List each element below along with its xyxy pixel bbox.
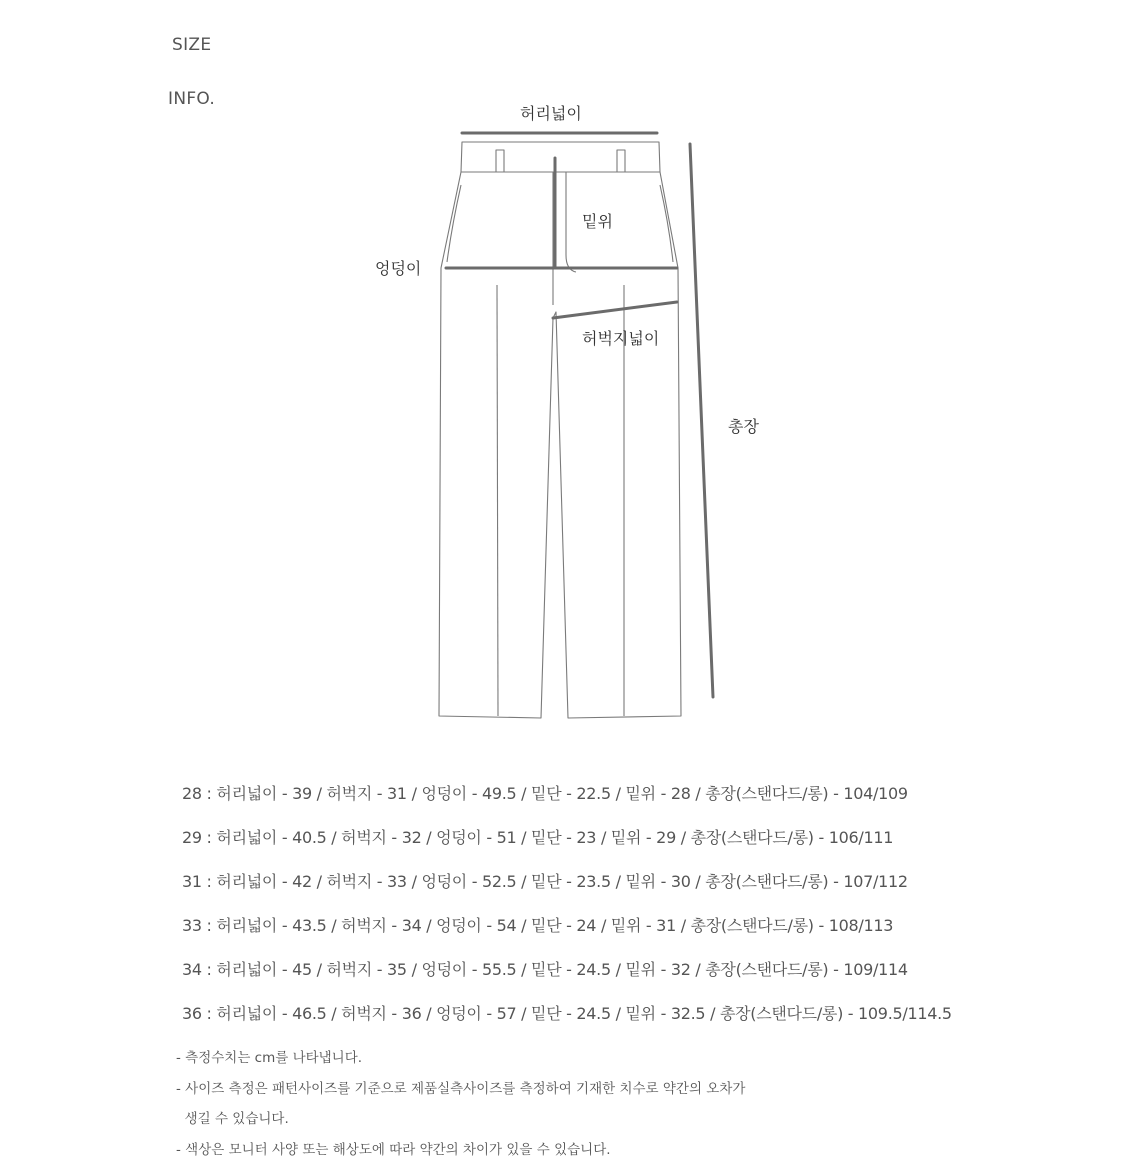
- note-measurement-cont: 생길 수 있습니다.: [176, 1111, 289, 1127]
- belt-loop-left: [496, 150, 504, 172]
- pocket-left: [447, 185, 461, 262]
- pocket-right: [660, 185, 673, 262]
- crease-left: [497, 285, 498, 716]
- total-length-label: 총장: [728, 417, 759, 436]
- thigh-measure-line: [553, 302, 677, 318]
- note-color: - 색상은 모니터 사양 또는 해상도에 따라 약간의 차이가 있을 수 있습니다.: [176, 1142, 611, 1158]
- size-heading: SIZE: [172, 35, 212, 55]
- belt-loop-right: [617, 150, 625, 172]
- note-measurement: - 사이즈 측정은 패턴사이즈를 기준으로 제품실측사이즈를 측정하여 기재한 치수로 약간의 오차가: [176, 1081, 746, 1097]
- size-row-36: 36 : 허리넓이 - 46.5 / 허벅지 - 36 / 엉덩이 - 57 / 밑단 - 24.5 / 밑위 - 32.5 / 총장(스탠다드/롱) - 109.5/114.5: [182, 1004, 952, 1023]
- size-row-34: 34 : 허리넓이 - 45 / 허벅지 - 35 / 엉덩이 - 55.5 / 밑단 - 24.5 / 밑위 - 32 / 총장(스탠다드/롱) - 109/114: [182, 960, 908, 979]
- thigh-label: 허벅지넓이: [582, 329, 660, 348]
- info-heading: INFO.: [168, 89, 216, 109]
- fly-stitch: [566, 172, 576, 272]
- waist-label: 허리넓이: [520, 104, 582, 123]
- waistband-outline: [461, 142, 660, 172]
- rise-label: 밑위: [582, 212, 613, 231]
- total-length-measure-line: [690, 144, 713, 697]
- note-unit: - 측정수치는 cm를 나타냅니다.: [176, 1050, 363, 1066]
- size-row-31: 31 : 허리넓이 - 42 / 허벅지 - 33 / 엉덩이 - 52.5 / 밑단 - 23.5 / 밑위 - 30 / 총장(스탠다드/롱) - 107/112: [182, 872, 908, 891]
- pants-outline: [439, 172, 681, 718]
- size-row-28: 28 : 허리넓이 - 39 / 허벅지 - 31 / 엉덩이 - 49.5 / 밑단 - 22.5 / 밑위 - 28 / 총장(스탠다드/롱) - 104/109: [182, 784, 908, 803]
- size-row-29: 29 : 허리넓이 - 40.5 / 허벅지 - 32 / 엉덩이 - 51 / 밑단 - 23 / 밑위 - 29 / 총장(스탠다드/롱) - 106/111: [182, 828, 894, 847]
- hip-label: 엉덩이: [375, 259, 422, 278]
- size-row-33: 33 : 허리넓이 - 43.5 / 허벅지 - 34 / 엉덩이 - 54 / 밑단 - 24 / 밑위 - 31 / 총장(스탠다드/롱) - 108/113: [182, 916, 894, 935]
